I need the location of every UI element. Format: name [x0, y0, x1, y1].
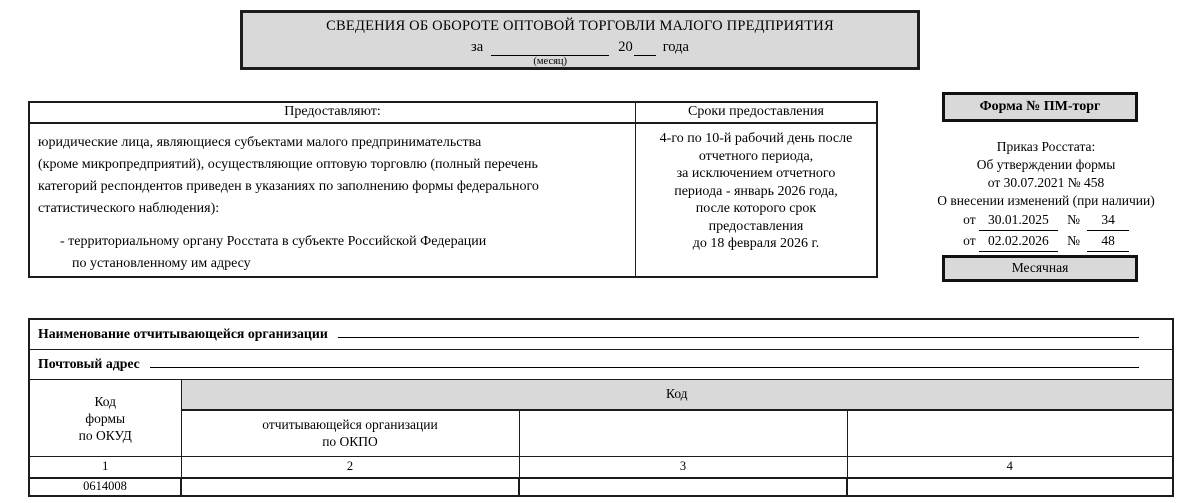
amendment-line [905, 231, 1187, 252]
deadline-cell [636, 124, 876, 276]
org-name-input-line[interactable] [338, 336, 1139, 338]
amendment-number: 34 [1087, 210, 1129, 231]
code-subheader-empty-cell [847, 410, 1173, 457]
org-name-label: Наименование отчитывающейся организации [38, 326, 328, 341]
rosstat-order-block [905, 138, 1187, 252]
periodicity-box: Месячная [942, 255, 1138, 282]
column-number: 4 [847, 457, 1173, 478]
code-header-row [29, 380, 1173, 410]
column-number: 3 [519, 457, 847, 478]
okud-header-line: формы [85, 410, 126, 426]
okud-header-cell [29, 380, 181, 457]
order-line: О внесении изменений (при наличии) [937, 193, 1155, 208]
deadline-line: отчетного периода, [698, 148, 814, 164]
year-input-line[interactable] [634, 41, 656, 56]
org-name-row [29, 319, 1173, 350]
order-line: от 30.07.2021 № 458 [987, 175, 1105, 190]
deadline-header: Сроки предоставления [688, 104, 824, 119]
form-title-box [240, 10, 920, 70]
code-header-cell: Код [181, 380, 1173, 410]
deadline-line: после которого срок [695, 201, 817, 216]
code-subheader-row [29, 410, 1173, 457]
providers-line: юридические лица, являющиеся субъектами малого предпринимательства [38, 135, 482, 150]
order-line: Об утверждении формы [976, 157, 1116, 172]
okud-header-line: по ОКУД [78, 427, 132, 443]
deadline-line: 4-го по 10-й рабочий день после [659, 131, 853, 146]
okpo-header-line: по ОКПО [322, 434, 378, 450]
recipient-line: - территориальному органу Росстата в субъекте Российской Федерации [60, 234, 487, 249]
form-number-box: Форма № ПМ-торг [942, 92, 1138, 122]
deadline-line: за исключением отчетного [676, 166, 836, 181]
okpo-code-input-cell[interactable] [181, 478, 519, 496]
postal-address-input-line[interactable] [150, 366, 1139, 368]
amendment-from-label: от [963, 233, 976, 248]
okud-header-line: Код [94, 393, 117, 409]
deadline-line: периода - январь 2026 года, [674, 183, 838, 199]
deadline-line: предоставления [708, 218, 804, 234]
table-header-row [30, 103, 876, 124]
report-period-line [243, 39, 917, 67]
amendment-no-label: № [1067, 233, 1080, 248]
order-line: Приказ Росстата: [996, 139, 1096, 154]
column-number-row [29, 457, 1173, 478]
month-input-line[interactable] [491, 41, 609, 67]
okud-code-value: 0614008 [29, 478, 181, 496]
providers-line: статистического наблюдения): [38, 201, 220, 216]
amendment-from-label: от [963, 212, 976, 227]
postal-address-label: Почтовый адрес [38, 356, 140, 371]
okpo-header-line: отчитывающейся организации [262, 417, 438, 433]
providers-header: Предоставляют: [30, 103, 636, 122]
okpo-header-cell [181, 410, 519, 457]
amendment-date: 02.02.2026 [979, 231, 1058, 252]
code-input-cell[interactable] [519, 478, 847, 496]
year-suffix: года [662, 39, 689, 55]
month-caption: (месяц) [533, 56, 568, 67]
amendment-number: 48 [1087, 231, 1129, 252]
amendment-no-label: № [1067, 212, 1080, 227]
postal-address-row [29, 350, 1173, 380]
providers-cell [30, 124, 636, 276]
code-input-cell[interactable] [847, 478, 1173, 496]
code-subheader-empty-cell [519, 410, 847, 457]
column-number: 1 [29, 457, 181, 478]
column-number: 2 [181, 457, 519, 478]
amendment-line [905, 210, 1187, 231]
providers-deadline-table [28, 101, 878, 278]
code-values-row [29, 478, 1173, 496]
organization-codes-table [28, 318, 1174, 497]
table-body-row [30, 124, 876, 276]
providers-line: (кроме микропредприятий), осуществляющие оптовую торговлю (полный перечень [38, 157, 538, 172]
providers-line: категорий респондентов приведен в указаниях по заполнению формы федерального [38, 179, 539, 194]
za-label: за [471, 39, 484, 55]
deadline-line: до 18 февраля 2026 г. [692, 236, 820, 251]
form-title: СВЕДЕНИЯ ОБ ОБОРОТЕ ОПТОВОЙ ТОРГОВЛИ МАЛОГО ПРЕДПРИЯТИЯ [326, 18, 834, 34]
amendment-date: 30.01.2025 [979, 210, 1058, 231]
recipient-line: по установленному им адресу [72, 256, 251, 271]
year-prefix: 20 [618, 39, 633, 55]
